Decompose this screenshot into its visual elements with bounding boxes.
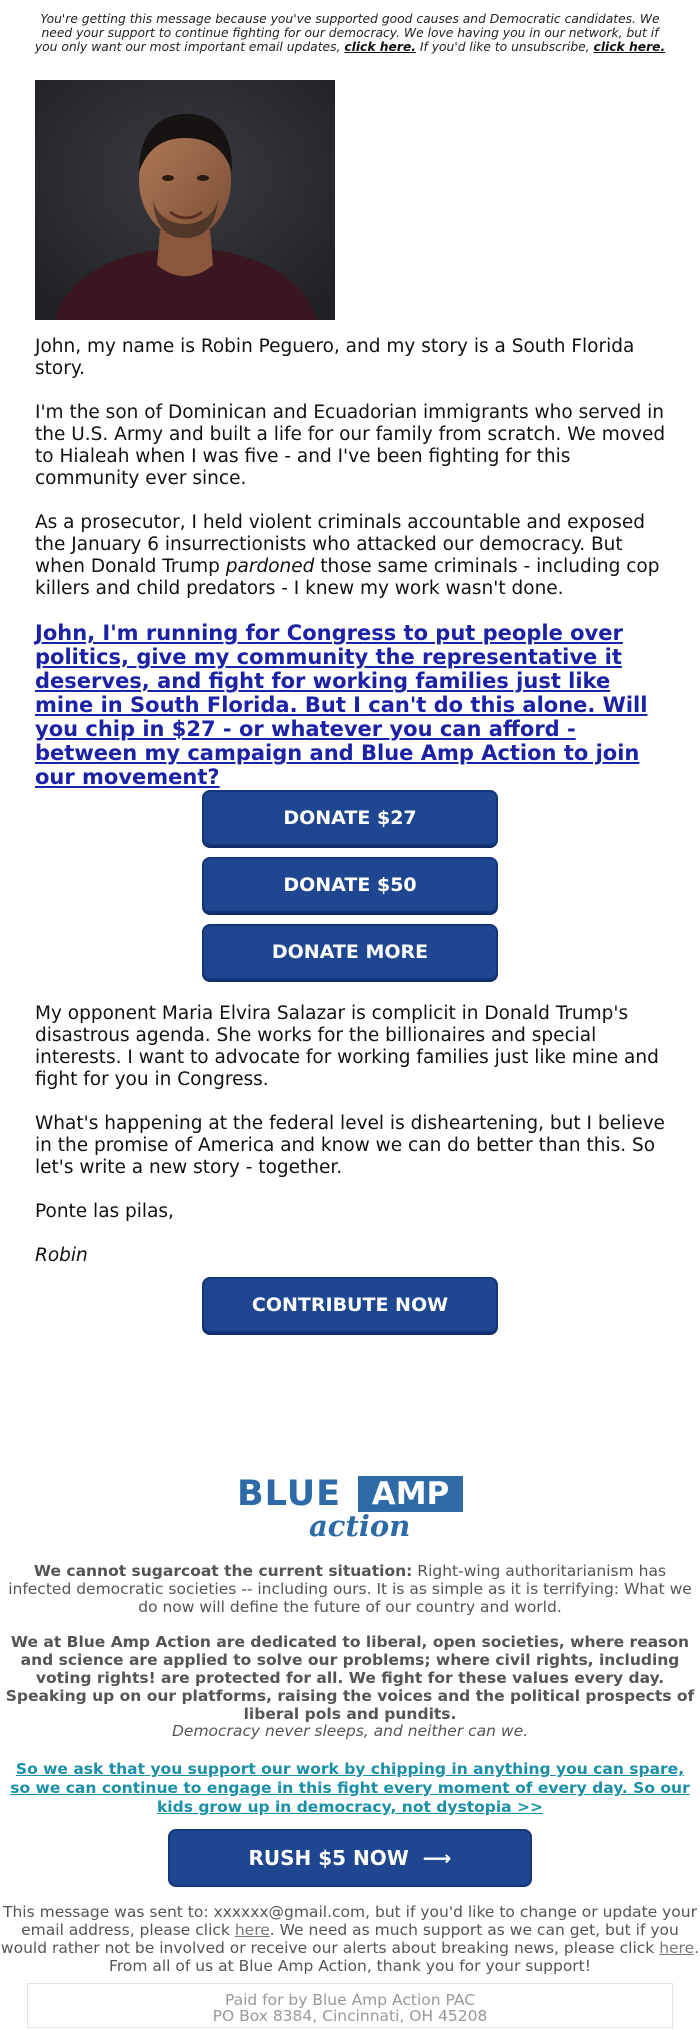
footer-text: This message was sent to: xxxxxx@gmail.com, but if you'd like to change or update your email address, please click [3, 1903, 697, 1939]
letter-text: As a prosecutor, I held violent criminals accountable and exposed the January 6 insurrectionists who attacked our democracy. But when Donald Trump [35, 512, 646, 577]
update-email-link[interactable]: here [234, 1921, 270, 1939]
letter-paragraph-hope: What's happening at the federal level is disheartening, but I believe in the promise of America and know we can do better than this. So let's write a new story - together. [35, 1113, 665, 1178]
footer-paragraph-2: We at Blue Amp Action are dedicated to liberal, open societies, where reason and science are applied to solve our problems; where civil rights, including voting rights! are protected for all. We fight for these values every day. Speaking up on our platforms, raising the voices and the political prospects of liberal pols and pundits. [5, 1633, 695, 1723]
footer-tagline [0, 1722, 700, 1740]
arrow-right-icon: ⟶ [422, 1846, 452, 1870]
contribute-now-button[interactable]: CONTRIBUTE NOW [202, 1277, 498, 1333]
candidate-photo [35, 80, 335, 320]
footer-text: . We need as much support as we can get, but if you would rather not be involved or receive our alerts about breaking news, please click [0, 1921, 679, 1957]
signature-text: Robin [35, 1245, 88, 1266]
letter-paragraph-background: I'm the son of Dominican and Ecuadorian immigrants who served in the U.S. Army and built a life for our family from scratch. We moved to Hialeah when I was five - and I've been fighting for this community ever since. [35, 402, 666, 489]
footer-situation [0, 1562, 700, 1616]
blue-amp-action-logo [237, 1474, 463, 1546]
letter-paragraph-prosecutor [35, 512, 667, 600]
letter-emphasis: pardoned [225, 556, 315, 577]
footer-sent-to [0, 1903, 700, 1975]
preheader [0, 0, 700, 54]
letter-text: those same criminals - including cop killers and child predators - I knew my work wasn't done. [35, 556, 660, 599]
footer-mission [0, 1633, 700, 1723]
logo-amp-text: AMP [371, 1476, 450, 1512]
opt-out-link[interactable]: here [659, 1939, 695, 1957]
preheader-text: You're getting this message because you've supported good causes and Democratic candidates. We need your support to continue fighting for our democracy. We love having you in our network, but if you only want our most important email updates, [34, 12, 660, 54]
support-work-link[interactable]: So we ask that you support our work by chipping in anything you can spare, so we can continue to engage in this fight every moment of every day. So our kids grow up in democracy, not dystopia >> [10, 1760, 690, 1816]
letter-paragraph-intro: John, my name is Robin Peguero, and my story is a South Florida story. [35, 336, 635, 379]
letter-paragraph-opponent: My opponent Maria Elvira Salazar is complicit in Donald Trump's disastrous agenda. She works for the billionaires and special interests. I want to advocate for working families just like mine and fight for you in Congress. [35, 1003, 659, 1090]
ask-paragraph [35, 622, 667, 790]
donate-more-button[interactable]: DONATE MORE [202, 924, 498, 980]
footer-bold-lead: We cannot sugarcoat the current situation: [33, 1562, 413, 1580]
letter-signoff: Ponte las pilas, [35, 1201, 174, 1222]
footer-paragraph-1 [0, 1562, 700, 1616]
letter-body [35, 336, 667, 812]
footer-text: . From all of us at Blue Amp Action, thank you for your support! [109, 1939, 700, 1975]
footer-paragraph-3: Democracy never sleeps, and neither can we. [171, 1722, 529, 1740]
donation-ask-link[interactable]: John, I'm running for Congress to put people over politics, give my community the representative it deserves, and fight for working families just like mine in South Florida. But I can't do this alone. Will you chip in $27 - or whatever you can afford - between my campaign and Blue Amp Action to join our movement? [35, 621, 648, 789]
preheader-text-2: If you'd like to unsubscribe, [415, 40, 594, 54]
footer-paragraph-sent [0, 1903, 700, 1975]
unsubscribe-link[interactable]: click here. [593, 40, 666, 54]
email-preferences-link[interactable]: click here. [344, 40, 416, 54]
rush-5-button[interactable] [168, 1829, 532, 1887]
footer-text: Right-wing authoritarianism has infected democratic societies -- including ours. It is as simple as it is terrifying: What we do now will define the future of our country and world. [8, 1562, 692, 1616]
donate-27-button[interactable]: DONATE $27 [202, 790, 498, 846]
paid-for-disclaimer [27, 1983, 673, 2028]
logo-action-text: action [309, 1509, 411, 1543]
letter-signature [35, 1245, 667, 1267]
letter-body-continued [35, 1003, 667, 1289]
paid-for-line: Paid for by Blue Amp Action PAC [224, 1991, 476, 2009]
rush-button-label: RUSH $5 NOW [248, 1846, 409, 1870]
footer-support-link-block [0, 1759, 700, 1816]
paid-for-address: PO Box 8384, Cincinnati, OH 45208 [212, 2007, 488, 2025]
logo-blue-text: BLUE [237, 1474, 342, 1514]
donate-50-button[interactable]: DONATE $50 [202, 857, 498, 913]
candidate-portrait-image [35, 80, 335, 320]
